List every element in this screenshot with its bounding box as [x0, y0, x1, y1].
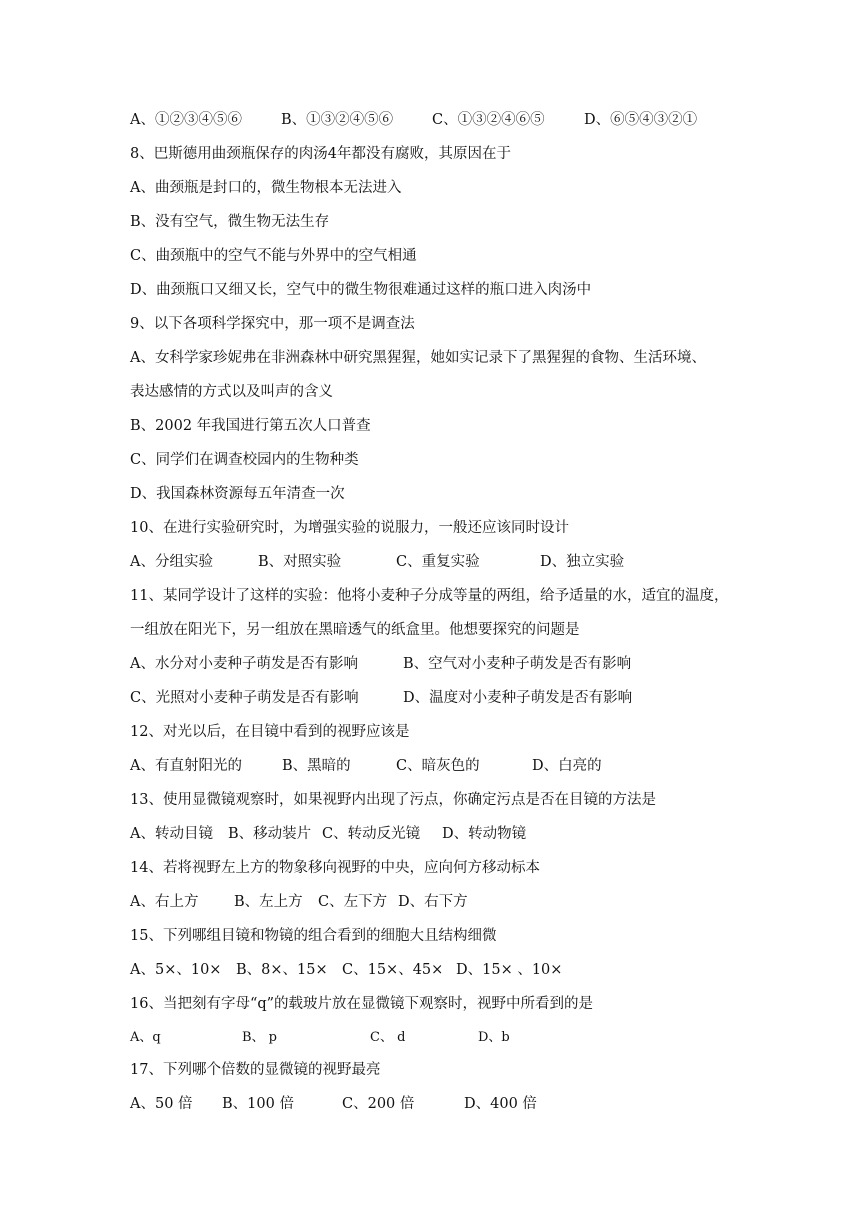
- q16-stem: 16、当把刻有字母“q”的载玻片放在显微镜下观察时，视野中所看到的是: [130, 996, 594, 1012]
- q17-option-c: C、200 倍: [342, 1096, 415, 1112]
- q9-option-d: D、我国森林资源每五年清查一次: [130, 486, 345, 502]
- q16-option-d: D、b: [478, 1030, 510, 1045]
- q11-option-d: D、温度对小麦种子萌发是否有影响: [403, 690, 633, 706]
- q10-stem: 10、在进行实验研究时，为增强实验的说服力，一般还应该同时设计: [130, 520, 569, 536]
- q10-option-d: D、独立实验: [540, 554, 625, 570]
- q8-option-d: D、曲颈瓶口又细又长，空气中的微生物很难通过这样的瓶口进入肉汤中: [130, 282, 592, 298]
- q7-option-d: D、⑥⑤④③②①: [584, 112, 698, 128]
- q8-option-a: A、曲颈瓶是封口的，微生物根本无法进入: [130, 180, 402, 196]
- q9-option-a-continued: 表达感情的方式以及叫声的含义: [130, 384, 333, 400]
- q12-stem: 12、对光以后，在目镜中看到的视野应该是: [130, 724, 410, 740]
- q12-option-c: C、暗灰色的: [396, 758, 480, 774]
- q11-option-a: A、水分对小麦种子萌发是否有影响: [130, 656, 358, 672]
- q16-option-b: B、 p: [242, 1030, 278, 1045]
- q14-option-d: D、右下方: [398, 894, 468, 910]
- q14-option-a: A、右上方: [130, 894, 199, 910]
- q8-stem: 8、巴斯德用曲颈瓶保存的肉汤4年都没有腐败，其原因在于: [130, 146, 511, 162]
- q17-stem: 17、下列哪个倍数的显微镜的视野最亮: [130, 1062, 381, 1078]
- q13-option-b: B、移动装片: [228, 826, 312, 842]
- q9-option-b: B、2002 年我国进行第五次人口普查: [130, 418, 371, 434]
- q17-option-b: B、100 倍: [222, 1096, 294, 1112]
- q7-option-c: C、①③②④⑥⑤: [432, 112, 545, 128]
- q17-option-d: D、400 倍: [464, 1096, 537, 1112]
- q8-option-c: C、曲颈瓶中的空气不能与外界中的空气相通: [130, 248, 417, 264]
- q8-option-b: B、没有空气，微生物无法生存: [130, 214, 330, 230]
- q9-option-a: A、女科学家珍妮弗在非洲森林中研究黑猩猩，她如实记录下了黑猩猩的食物、生活环境、: [130, 350, 706, 366]
- q15-option-a: A、5×、10×: [130, 962, 222, 978]
- q15-option-b: B、8×、15×: [236, 962, 328, 978]
- q14-option-b: B、左上方: [234, 894, 303, 910]
- q11-stem: 11、某同学设计了这样的实验：他将小麦种子分成等量的两组，给予适量的水，适宜的温度，: [130, 588, 729, 604]
- q10-option-b: B、对照实验: [258, 554, 342, 570]
- q7-option-a: A、①②③④⑤⑥: [130, 112, 242, 128]
- q13-stem: 13、使用显微镜观察时，如果视野内出现了污点，你确定污点是否在目镜的方法是: [130, 792, 656, 808]
- q13-option-a: A、转动目镜: [130, 826, 213, 842]
- q16-option-c: C、 d: [370, 1030, 406, 1045]
- q11-option-b: B、空气对小麦种子萌发是否有影响: [403, 656, 632, 672]
- q11-stem-continued: 一组放在阳光下，另一组放在黑暗透气的纸盒里。他想要探究的问题是: [130, 622, 580, 638]
- q11-option-c: C、光照对小麦种子萌发是否有影响: [130, 690, 359, 706]
- q14-option-c: C、左下方: [318, 894, 388, 910]
- q10-option-a: A、分组实验: [130, 554, 213, 570]
- q9-stem: 9、以下各项科学探究中，那一项不是调查法: [130, 316, 415, 332]
- q13-option-d: D、转动物镜: [442, 826, 527, 842]
- q17-option-a: A、50 倍: [130, 1096, 193, 1112]
- q12-option-b: B、黑暗的: [282, 758, 351, 774]
- q15-stem: 15、下列哪组目镜和物镜的组合看到的细胞大且结构细微: [130, 928, 497, 944]
- q12-option-a: A、有直射阳光的: [130, 758, 242, 774]
- q12-option-d: D、白亮的: [532, 758, 602, 774]
- q7-option-b: B、①③②④⑤⑥: [281, 112, 394, 128]
- q15-option-c: C、15×、45×: [342, 962, 444, 978]
- q14-stem: 14、若将视野左上方的物象移向视野的中央，应向何方移动标本: [130, 860, 540, 876]
- q15-option-d: D、15× 、10×: [456, 962, 563, 978]
- q13-option-c: C、转动反光镜: [322, 826, 421, 842]
- q16-option-a: A、q: [130, 1030, 161, 1045]
- q10-option-c: C、重复实验: [396, 554, 480, 570]
- q9-option-c: C、同学们在调查校园内的生物种类: [130, 452, 359, 468]
